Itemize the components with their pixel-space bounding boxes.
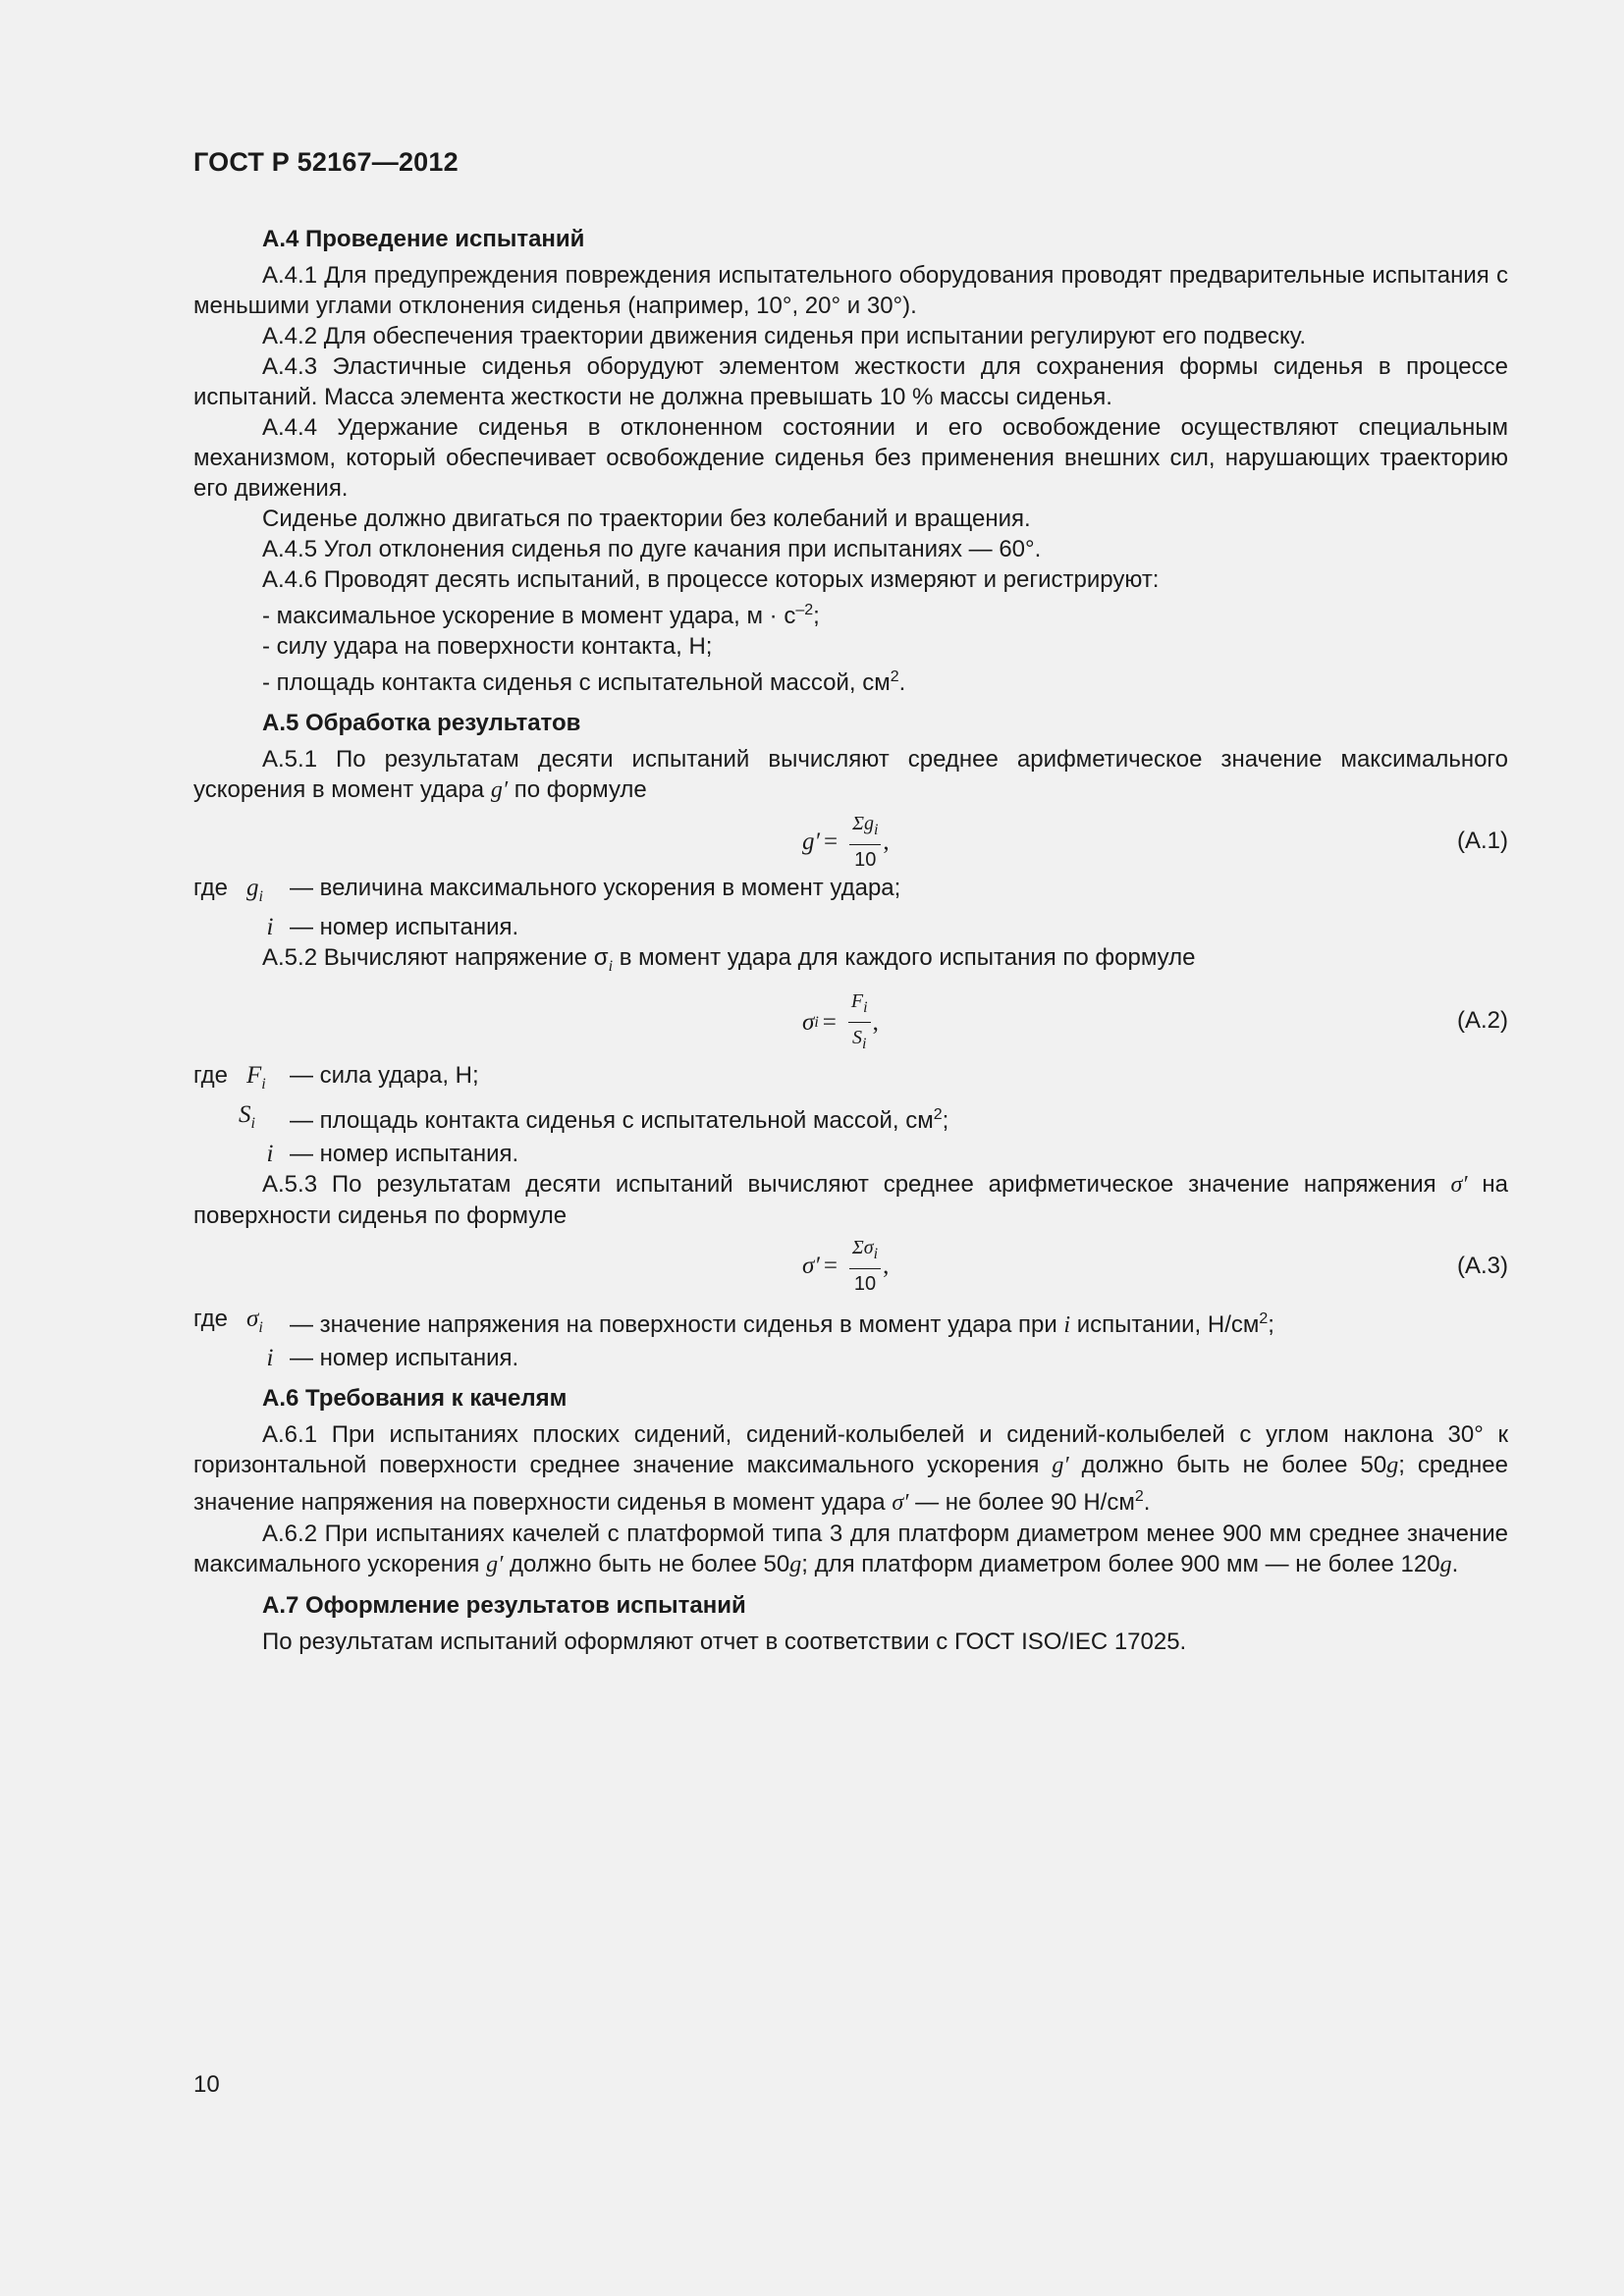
paragraph-a6-2: А.6.2 При испытаниях качелей с платформой типа 3 для платформ диаметром менее 900 мм среднее значение максимального ускорения g′ должно быть не более 50g; для платформ диаметром более 900 мм — не более 120g. — [193, 1520, 1508, 1577]
paragraph-a4-1: А.4.1 Для предупреждения повреждения испытательного оборудования проводят предварительные испытания с меньшими углами отклонения сиденья (например, 10°, 20° и 30°). — [193, 262, 1508, 319]
fraction: $\frac{F_i}{S_i}$ — [848, 989, 871, 1056]
section-heading-a7: А.7 Оформление результатов испытаний — [262, 1591, 746, 1619]
formula-a1-expression: g′ = $\frac{\Sigma g_i}{10}$ , — [802, 812, 890, 871]
formula-a1 — [193, 810, 1508, 873]
where-clause: где $\sigma_i$ — значение напряжения на поверхности сиденья в момент удара при i испытании, $Н/см^2$; — [193, 1305, 1274, 1338]
page-content — [193, 224, 1508, 1657]
formula-number: (А.2) — [1456, 1006, 1508, 1034]
formula-a2 — [193, 986, 1508, 1060]
section-heading-a6: А.6 Требования к качелям — [262, 1384, 568, 1412]
formula-a2-expression: σ i = $\frac{F_i}{S_i}$ , — [802, 986, 879, 1060]
paragraph-a4-3: А.4.3 Эластичные сиденья оборудуют элементом жесткости для сохранения формы сиденья в процессе испытаний. Масса элемента жесткости не должна превышать 10 % массы сиденья. — [193, 353, 1508, 410]
paragraph-a5-1: А.5.1 По результатам десяти испытаний вычисляют среднее арифметическое значение максимального ускорения в момент удара g′ по формуле — [193, 746, 1508, 803]
paragraph-a4-5: А.4.5 Угол отклонения сиденья по дуге качания при испытаниях — 60°. — [262, 536, 1042, 562]
document-header: ГОСТ Р 52167—2012 — [193, 147, 459, 177]
where-clause: $S_i$ — площадь контакта сиденья с испытательной массой, $см^2$; — [239, 1100, 949, 1134]
paragraph-a6-1: А.6.1 При испытаниях плоских сидений, сидений-колыбелей и сидений-колыбелей с углом наклона 30° к горизонтальной поверхности среднее значение максимального ускорения g′ должно быть не более 50g; среднее значение напряжения на поверхности сиденья в момент удара σ′ — не более 90 $Н/см^2$. — [193, 1420, 1508, 1516]
fraction: $\frac{\Sigma g_i}{10}$ — [849, 812, 881, 872]
formula-number: (А.1) — [1456, 828, 1508, 854]
where-clause: где $F_i$ — сила удара, Н; — [193, 1061, 479, 1093]
paragraph-a7: По результатам испытаний оформляют отчет в соответствии с ГОСТ ISO/IEC 17025. — [262, 1628, 1187, 1655]
where-clause: i — номер испытания. — [266, 1140, 519, 1167]
paragraph-a4-4-note: Сиденье должно двигаться по траектории без колебаний и вращения. — [262, 506, 1031, 532]
formula-number: (А.3) — [1456, 1252, 1508, 1279]
where-clause: i — номер испытания. — [266, 914, 519, 940]
paragraph-a5-2: А.5.2 Вычисляют напряжение $\sigma_i$ в момент удара для каждого испытания по формуле — [262, 944, 1196, 975]
list-item-force: - силу удара на поверхности контакта, Н; — [262, 633, 713, 660]
formula-a3 — [193, 1235, 1508, 1298]
paragraph-a4-6: А.4.6 Проводят десять испытаний, в процессе которых измеряют и регистрируют: — [262, 566, 1160, 593]
list-item-contact-area: - площадь контакта сиденья с испытательной массой, $см^2$. — [262, 668, 906, 696]
where-clause: где $g_i$ — величина максимального ускорения в момент удара; — [193, 875, 901, 905]
fraction: $\frac{\Sigma\sigma_i}{10}$ — [849, 1236, 881, 1296]
formula-a3-expression: σ′ = $\frac{\Sigma\sigma_i}{10}$ , — [802, 1237, 890, 1296]
paragraph-a5-3: А.5.3 По результатам десяти испытаний вычисляют среднее арифметическое значение напряжения σ′ на поверхности сиденья по формуле — [193, 1170, 1509, 1229]
list-item-acceleration: - максимальное ускорение в момент удара, $м \cdot с^{-2}$; — [262, 602, 820, 629]
paragraph-a4-2: А.4.2 Для обеспечения траектории движения сиденья при испытании регулируют его подвеску. — [262, 323, 1306, 349]
where-clause: i — номер испытания. — [266, 1344, 519, 1371]
paragraph-a4-4: А.4.4 Удержание сиденья в отклоненном состоянии и его освобождение осуществляют специальным механизмом, который обеспечивает освобождение сиденья без применения внешних сил, нарушающих траекторию его движения. — [193, 414, 1508, 502]
section-heading-a5: А.5 Обработка результатов — [262, 710, 581, 736]
section-heading-a4: А.4 Проведение испытаний — [262, 226, 585, 252]
page-number: 10 — [193, 2071, 220, 2098]
